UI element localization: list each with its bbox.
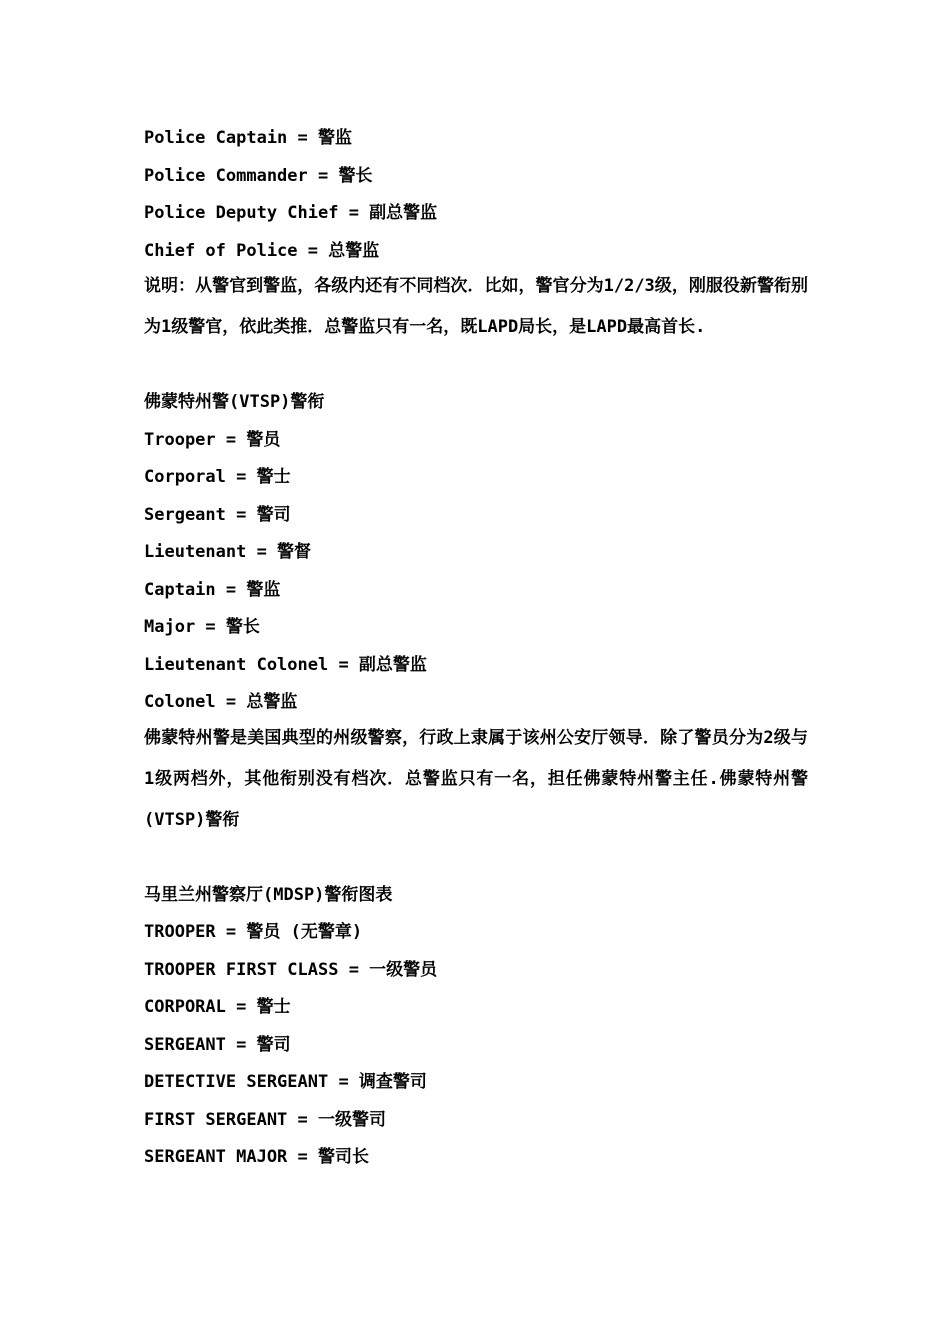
document-content (144, 120, 808, 1177)
rank-line: Major = 警长 (144, 617, 260, 637)
rank-line: Captain = 警监 (144, 579, 281, 600)
lapd-rank-list (144, 120, 808, 270)
section-gap (144, 348, 808, 384)
rank-line: TROOPER FIRST CLASS = 一级警员 (144, 959, 438, 980)
rank-line: Police Captain = 警监 (144, 128, 352, 148)
rank-line: Police Commander = 警长 (144, 165, 373, 186)
lapd-note-paragraph: 说明：从警官到警监，各级内还有不同档次．比如，警官分为1/2/3级，刚服役新警衔别为1级警官，依此类推．总警监只有一名，既LAPD局长，是LAPD最高首长. (144, 276, 808, 337)
rank-line: Lieutenant Colonel = 副总警监 (144, 654, 427, 675)
rank-line: Lieutenant = 警督 (144, 542, 312, 562)
vtsp-rank-list (144, 422, 808, 722)
rank-line: TROOPER = 警员 (无警章) (144, 922, 363, 942)
rank-line: Police Deputy Chief = 副总警监 (144, 203, 438, 223)
rank-line: CORPORAL = 警士 (144, 997, 291, 1017)
rank-line: DETECTIVE SERGEANT = 调查警司 (144, 1072, 427, 1092)
rank-line: Chief of Police = 总警监 (144, 240, 380, 261)
rank-line: Colonel = 总警监 (144, 692, 298, 712)
rank-line: SERGEANT = 警司 (144, 1034, 291, 1055)
rank-line: FIRST SERGEANT = 一级警司 (144, 1109, 386, 1130)
rank-line: Trooper = 警员 (144, 429, 281, 450)
rank-line: Corporal = 警士 (144, 467, 291, 487)
rank-line: SERGEANT MAJOR = 警司长 (144, 1147, 369, 1167)
vtsp-note-paragraph: 佛蒙特州警是美国典型的州级警察，行政上隶属于该州公安厅领导．除了警员分为2级与1级两档外，其他衔别没有档次．总警监只有一名，担任佛蒙特州警主任.佛蒙特州警(VTSP)警衔 (144, 727, 808, 830)
mdsp-rank-list (144, 914, 808, 1177)
rank-line: Sergeant = 警司 (144, 504, 291, 525)
vtsp-section-heading: 佛蒙特州警(VTSP)警衔 (144, 392, 325, 412)
section-gap (144, 841, 808, 877)
mdsp-section-heading: 马里兰州警察厅(MDSP)警衔图表 (144, 884, 393, 905)
